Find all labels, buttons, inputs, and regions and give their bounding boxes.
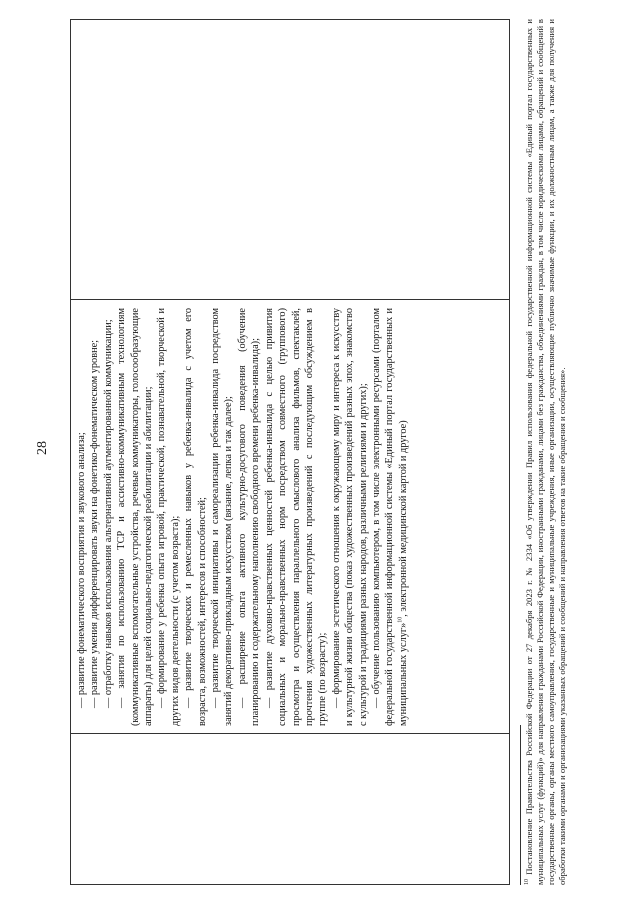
list-item-text: — обучение пользованию компьютером, в том числе электронными ресурсами (порталом федеральной государственной информационной системы «Единый портал государственных и муниципальных услуг» bbox=[370, 308, 409, 726]
rotated-sheet bbox=[20, 19, 620, 885]
list-item: — формирование эстетического отношения к окружающему миру и интереса к искусству и культурной жизни общества (показ художественных произведений разных эпох, знакомство с культурой и традициями разных народов, различными религиями и других); bbox=[330, 308, 369, 726]
list-item: — отработку навыков использования альтернативной аугментированной коммуникации; bbox=[102, 319, 114, 708]
list-item: — развитие творческой инициативы и самореализации ребенка-инвалида посредством занятий декоративно-прикладным искусством (вязание, лепка и так далее); bbox=[210, 308, 235, 726]
list-item bbox=[370, 308, 410, 726]
footnote-marker: 10 bbox=[524, 879, 531, 885]
list-item: — занятия по использованию ТСР и ассистивно-коммуникативным технологиям (коммуникативные вспомогательные устройства, речевые коммуникаторы, голосообразующие аппараты) для целей социально-педагогической реабилитации и абилитации; bbox=[116, 308, 155, 726]
table-column-divider bbox=[71, 733, 509, 734]
table-cell-measures bbox=[71, 302, 511, 732]
list-item-tail: , электронной медицинской картой и другое) bbox=[397, 420, 409, 617]
content-table bbox=[70, 19, 510, 885]
list-item: — развитие творческих и ремесленных навыков у ребенка-инвалида с учетом его возраста, возможностей, интересов и способностей; bbox=[183, 308, 208, 726]
list-item: — формирование у ребенка опыта игровой, практической, познавательной, творческой и других видов деятельности (с учетом возраста); bbox=[156, 308, 181, 726]
footnote-reference: 10 bbox=[397, 616, 404, 623]
footnote bbox=[524, 19, 568, 885]
table-column-divider bbox=[71, 299, 509, 300]
list-item: — развитие духовно-нравственных ценностей ребенка-инвалида с целью привития социальных и морально-нравственных норм посредством совместного (группового) просмотра и осуществления параллельного смыслового анализа фильмов, спектаклей, прочтения художественных литературных произведений с последующим обсуждением в группе (по возрасту); bbox=[263, 308, 329, 726]
page-number: 28 bbox=[35, 441, 50, 455]
list-item: — развитие фонематического восприятия и звукового анализа; bbox=[76, 432, 87, 708]
footnote-text: Постановление Правительства Российской Федерации от 27 декабря 2023 г. № 2334 «Об утверждении Правил использования федеральной государственной информационной системы «Единый портал государственных и муниципальных услуг (функций)» для направления гражданами Российской Федерации, иностранными гражданами, лицами без гражданства, объединениями граждан, в том числе юридическими лицами, обращений и сообщений в государственные органы, органы местного самоуправления, государственные и муниципальные учреждения, иные организации, осуществляющие публично значимые функции, и их должностным лицам, а также для получения и обработки такими органами и организациями указанных обращений и сообщений и направления ответов на такие обращения и сообщения». bbox=[524, 19, 567, 885]
list-item: — развитие умения дифференцировать звуки на фонетико-фонематическом уровне; bbox=[89, 339, 101, 708]
list-item: — расширение опыта активного культурно-досугового поведения (обучение планированию и содержательному наполнению свободного времени ребенка-инвалида); bbox=[236, 308, 262, 726]
footnote-rule bbox=[520, 725, 521, 885]
